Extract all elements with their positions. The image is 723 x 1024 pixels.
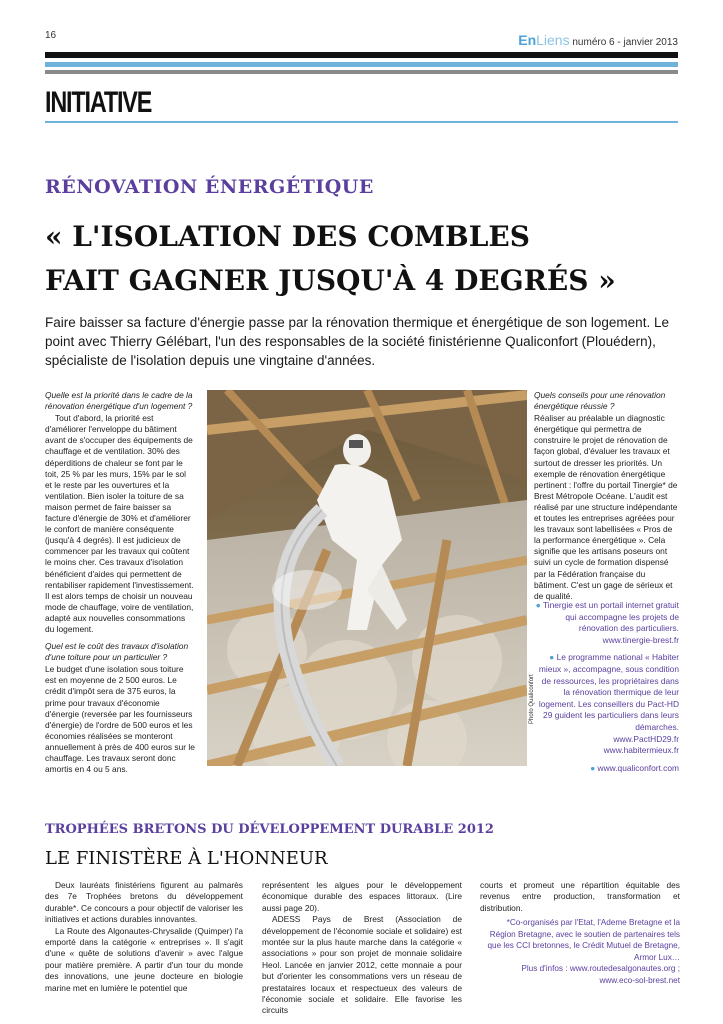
footnote-info-link[interactable]: Plus d'infos : www.routedesalgonautes.org ; <box>521 964 680 974</box>
brand-logo-suffix: Liens <box>536 32 570 48</box>
headline-line-1: « L'ISOLATION DES COMBLES <box>45 220 530 253</box>
article-headline <box>45 215 685 303</box>
page-number: 16 <box>45 30 57 41</box>
paragraph: ADESS Pays de Brest (Association de développement de l'économie sociale et solidaire) est montée sur la plus haute marche dans la catégorie « associations » pour son projet de monnaie solidaire Heol. Lancée en janvier 2012, cette monnaie a pour but d'orienter les consommations vers un réseau de prestataires locaux et respectueux des valeurs de l'économie sociale et solidaire. Elle favorise les circuits <box>262 914 462 1016</box>
paragraph: Deux lauréats finistériens figurent au palmarès des 7e Trophées bretons du développement durable*. Ce concours a pour objectif de valoriser les initiatives et actions durables innovantes. <box>45 880 243 925</box>
bullet-icon: ● <box>535 600 541 610</box>
brand-logo: En <box>518 32 537 48</box>
question-3: Quels conseils pour une rénovation énergétique réussie ? <box>534 390 666 412</box>
issue-label: numéro 6 - janvier 2013 <box>572 37 678 48</box>
paragraph: courts et promeut une répartition équitable des revenus entre production, transformation et distribution. <box>480 880 680 913</box>
answer-2: Le budget d'une isolation sous toiture est en moyenne de 2 500 euros. Le crédit d'impôt sera de 375 euros, la prime pour travaux d'économie d'énergie (reversée par les fournisseurs d'énergie) de l'ordre de 500 euros et les économies réalisées se monteront annuellement à près de 400 euros sur le chauffage. Les travaux seront donc amortis en 4 ou 5 ans. <box>45 664 195 775</box>
tinergie-link[interactable]: www.tinergie-brest.fr <box>602 634 679 645</box>
footnote-text: *Co-organisés par l'Etat, l'Ademe Bretagne et la Région Bretagne, avec le soutien de partenaires tels que les CCI bretonnes, le Crédit Mutuel de Bretagne, Armor Lux… <box>487 918 680 962</box>
info-sidebar <box>534 600 679 780</box>
header-rule-blue <box>45 62 678 67</box>
photo-credit: Photo Qualiconfort <box>529 674 535 724</box>
sidebar-item-tinergie <box>534 600 679 646</box>
sidebar-text: Le programme national « Habiter mieux », accompagne, sous condition de ressources, les propriétaires dans la rénovation thermique de leur logement. Les conseillers du Pact-HD 29 guident les particuliers dans leurs démarches. <box>538 652 679 732</box>
answer-3: Réaliser au préalable un diagnostic énergétique qui permettra de construire le projet de rénovation de façon global, d'évaluer les travaux et surtout de dresser les priorités. Un exemple de rénovation énergétique pertinent : l'offre du portail Tinergie* de Brest Métropole Océane. L'audit est réalisé par une structure indépendante et toutes les entreprises agréées pour les travaux sont labellisées « Pros de la performance énergétique ». Cela signifie que les artisans poseurs ont suivi un cycle de formation dispensé par la Fédération française du bâtiment. C'est un gage de sérieux et de qualité. <box>534 413 678 601</box>
article-column-right <box>534 390 679 602</box>
second-article-column-1 <box>45 880 243 994</box>
second-article-headline: LE FINISTÈRE À L'HONNEUR <box>45 848 328 869</box>
second-article-kicker: TROPHÉES BRETONS DU DÉVELOPPEMENT DURABLE 2012 <box>45 822 494 837</box>
headline-line-2: FAIT GAGNER JUSQU'À 4 DEGRÉS » <box>45 264 616 297</box>
sidebar-item-habiter-mieux <box>534 652 679 756</box>
eco-sol-link[interactable]: www.eco-sol-brest.net <box>599 975 680 985</box>
second-article-column-2 <box>262 880 462 1017</box>
answer-1: Tout d'abord, la priorité est d'améliorer l'enveloppe du bâtiment avant de s'occuper des équipements de chauffage et de ventilation. 30% des déperditions de chaleur se font par le toit, 25 % par les murs, 15% par le sol et le reste par les ouvertures et la ventilation. Bien isoler la toiture de sa maison permet de faire baisser sa facture d'énergie de 30% et d'améliorer le confort de manière conséquente (jusqu'à 4 degrés). Il est judicieux de commencer par les travaux qui coûtent le moins cher. Ces travaux d'isolation bénéficient d'aides qui permettent de rentabiliser rapidement l'investissement. Il est alors temps de choisir un nouveau mode de chauffage, voire de ventilation, adapté aux nouvelles consommations du logement. <box>45 413 194 634</box>
pacthd29-link[interactable]: www.PactHD29.fr <box>613 733 679 744</box>
section-rule <box>45 121 678 123</box>
paragraph: La Route des Algonautes-Chrysalide (Quimper) l'a emporté dans la catégorie « entreprises ». Il s'agit d'une « quête de solutions d'avenir » avec l'algue pour matière première. A partir d'un tour du monde des innovations, une jeune docteure en biologie marine met en lumière le potentiel que <box>45 925 243 993</box>
header-rule-grey <box>45 70 678 74</box>
section-title: INITIATIVE <box>45 86 152 119</box>
sidebar-item-qualiconfort <box>534 763 679 775</box>
qualiconfort-link[interactable]: www.qualiconfort.com <box>597 762 679 773</box>
sidebar-text: Tinergie est un portail internet gratuit qui accompagne les projets de rénovation des particuliers. <box>542 600 679 634</box>
article-kicker: RÉNOVATION ÉNERGÉTIQUE <box>45 176 374 198</box>
second-article-footnote <box>480 917 680 987</box>
paragraph: représentent les algues pour le développement économique durable des espaces littoraux. (Lire aussi page 20). <box>262 880 462 913</box>
bullet-icon: ● <box>549 652 555 663</box>
masthead <box>518 32 678 48</box>
header-rule-black <box>45 52 678 58</box>
attic-insulation-photo <box>207 390 527 766</box>
article-lead: Faire baisser sa facture d'énergie passe par la rénovation thermique et énergétique de son logement. Le point avec Thierry Gélébart, l'un des responsables de la société finistérienne Qualiconfort (Plouédern), spécialiste de l'isolation depuis une vingtaine d'années. <box>45 315 669 368</box>
second-article-column-3 <box>480 880 680 914</box>
bullet-icon: ● <box>590 762 596 773</box>
question-2: Quel est le coût des travaux d'isolation d'une toiture pour un particulier ? <box>45 641 189 663</box>
habitermieux-link[interactable]: www.habitermieux.fr <box>603 745 679 756</box>
article-column-left <box>45 390 195 775</box>
question-1: Quelle est la priorité dans le cadre de la rénovation énergétique d'un logement ? <box>45 390 193 412</box>
